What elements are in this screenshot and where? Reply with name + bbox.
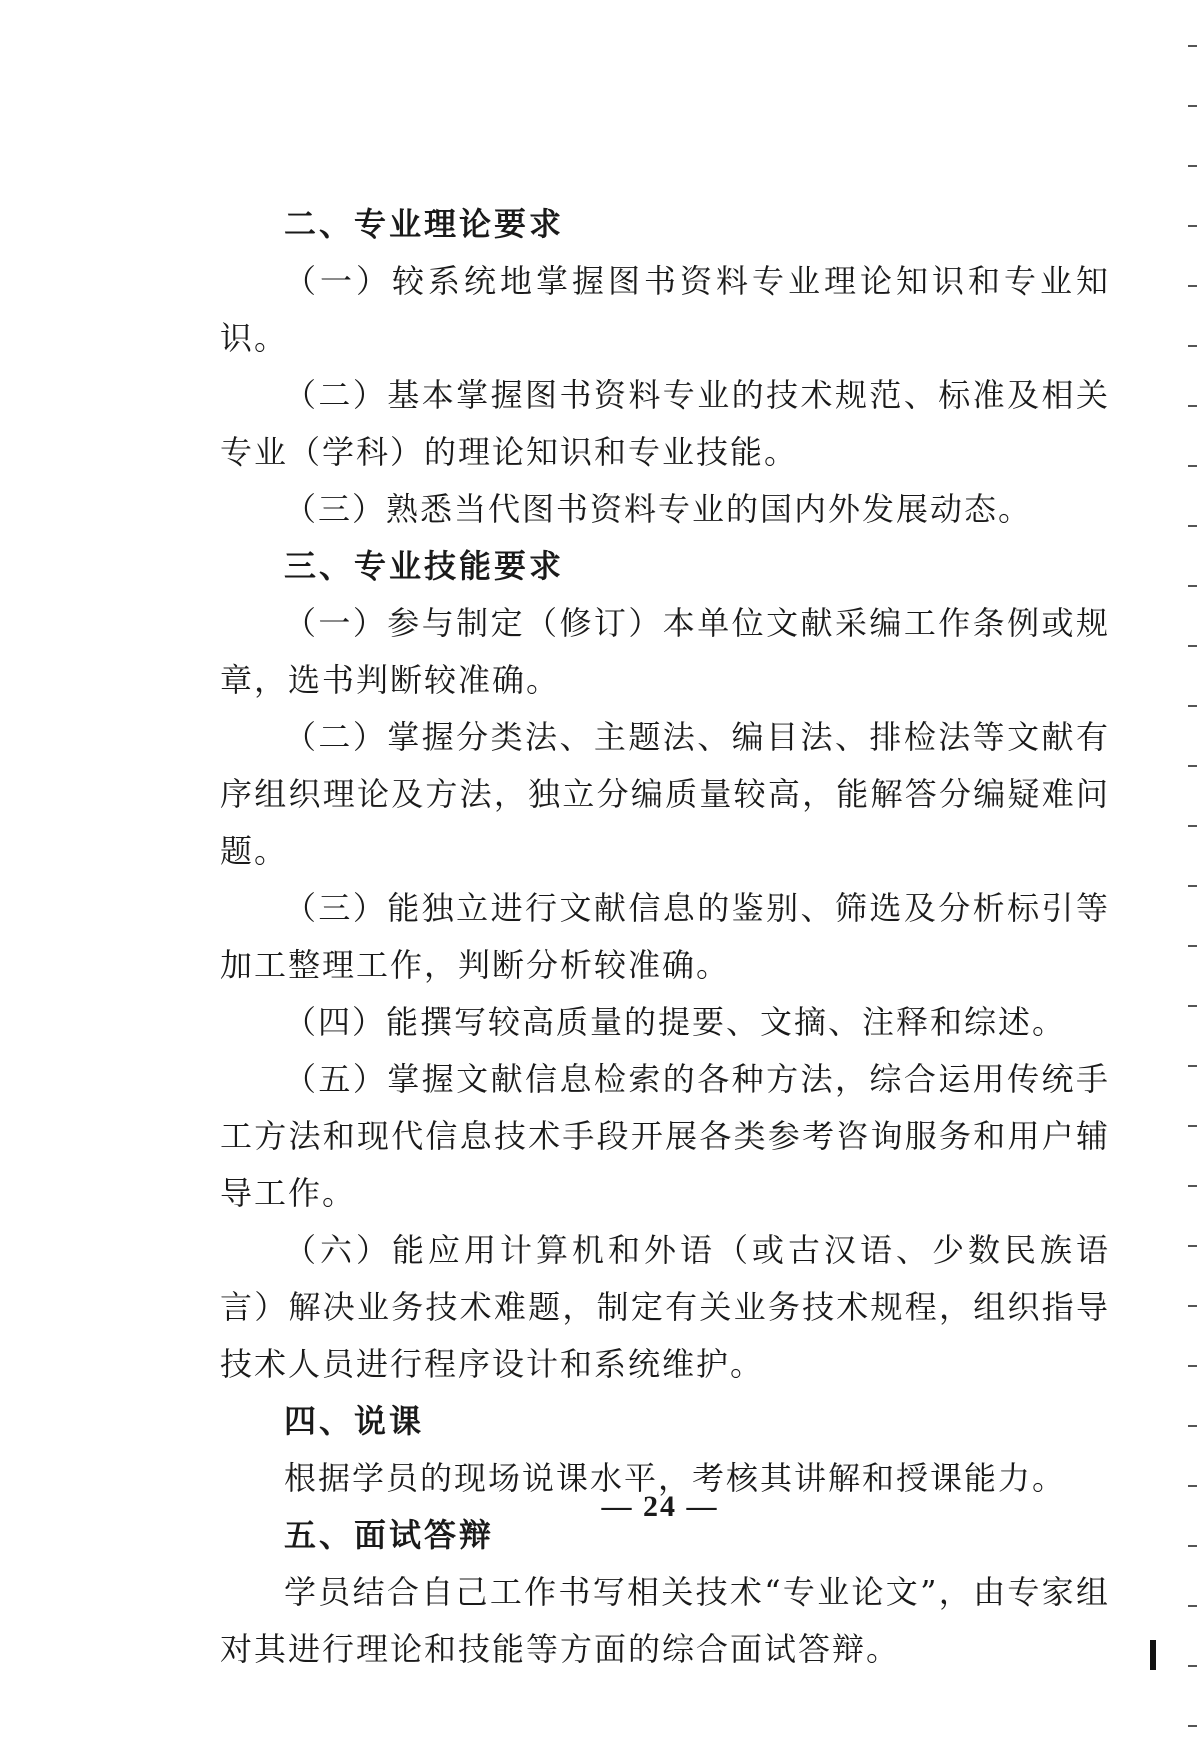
paragraph: （一）较系统地掌握图书资料专业理论知识和专业知识。: [220, 262, 1110, 357]
paragraph: 根据学员的现场说课水平，考核其讲解和授课能力。: [284, 1459, 1067, 1497]
section-heading: 二、专业理论要求: [284, 205, 565, 243]
section-professional-skills: [220, 538, 1110, 1393]
margin-tick: [1188, 1305, 1197, 1307]
margin-tick: [1188, 1725, 1197, 1727]
margin-tick: [1188, 345, 1197, 347]
margin-tick: [1188, 1665, 1197, 1667]
margin-tick: [1188, 1545, 1197, 1547]
margin-tick: [1188, 165, 1197, 167]
margin-tick: [1188, 1185, 1197, 1187]
margin-tick: [1188, 1365, 1197, 1367]
margin-tick: [1188, 885, 1197, 887]
margin-tick: [1188, 705, 1197, 707]
section-heading: 五、面试答辩: [284, 1516, 495, 1554]
margin-tick: [1188, 1425, 1197, 1427]
margin-tick: [1188, 645, 1197, 647]
margin-tick: [1188, 585, 1197, 587]
margin-tick: [1188, 825, 1197, 827]
margin-tick: [1188, 1065, 1197, 1067]
margin-tick: [1188, 225, 1197, 227]
margin-tick: [1188, 525, 1197, 527]
margin-tick: [1188, 405, 1197, 407]
paragraph: （三）熟悉当代图书资料专业的国内外发展动态。: [284, 490, 1033, 528]
margin-tick: [1188, 1245, 1197, 1247]
paragraph: （三）能独立进行文献信息的鉴别、筛选及分析标引等加工整理工作，判断分析较准确。: [220, 889, 1110, 984]
paragraph: （一）参与制定（修订）本单位文献采编工作条例或规章，选书判断较准确。: [220, 604, 1110, 699]
section-professional-theory: [220, 196, 1110, 538]
page-number: — 24 —: [601, 1490, 719, 1523]
paragraph: （四）能撰写较高质量的提要、文摘、注释和综述。: [284, 1003, 1067, 1041]
margin-tick: [1188, 765, 1197, 767]
margin-tick: [1188, 285, 1197, 287]
paragraph: （五）掌握文献信息检索的各种方法，综合运用传统手工方法和现代信息技术手段开展各类参考咨询服务和用户辅导工作。: [220, 1060, 1110, 1212]
paragraph: （二）基本掌握图书资料专业的技术规范、标准及相关专业（学科）的理论知识和专业技能。: [220, 376, 1110, 471]
margin-tick: [1188, 1605, 1197, 1607]
margin-tick: [1188, 1005, 1197, 1007]
margin-tick: [1188, 45, 1197, 47]
margin-tick: [1188, 465, 1197, 467]
section-heading: 三、专业技能要求: [284, 547, 565, 585]
section-heading: 四、说课: [284, 1402, 425, 1440]
margin-tick: [1188, 1125, 1197, 1127]
paragraph: （二）掌握分类法、主题法、编目法、排检法等文献有序组织理论及方法，独立分编质量较高，能解答分编疑难问题。: [220, 718, 1110, 870]
margin-tick: [1188, 1485, 1197, 1487]
scan-edge-mark: [1150, 1640, 1156, 1670]
paragraph: （六）能应用计算机和外语（或古汉语、少数民族语言）解决业务技术难题，制定有关业务技术规程，组织指导技术人员进行程序设计和系统维护。: [220, 1231, 1110, 1383]
scan-margin-ticks: [1186, 0, 1200, 1754]
margin-tick: [1188, 105, 1197, 107]
section-interview-defense: [220, 1507, 1110, 1678]
document-body: [220, 196, 1110, 1678]
margin-tick: [1188, 945, 1197, 947]
paragraph: 学员结合自己工作书写相关技术“专业论文”，由专家组对其进行理论和技能等方面的综合面试答辩。: [220, 1573, 1110, 1668]
